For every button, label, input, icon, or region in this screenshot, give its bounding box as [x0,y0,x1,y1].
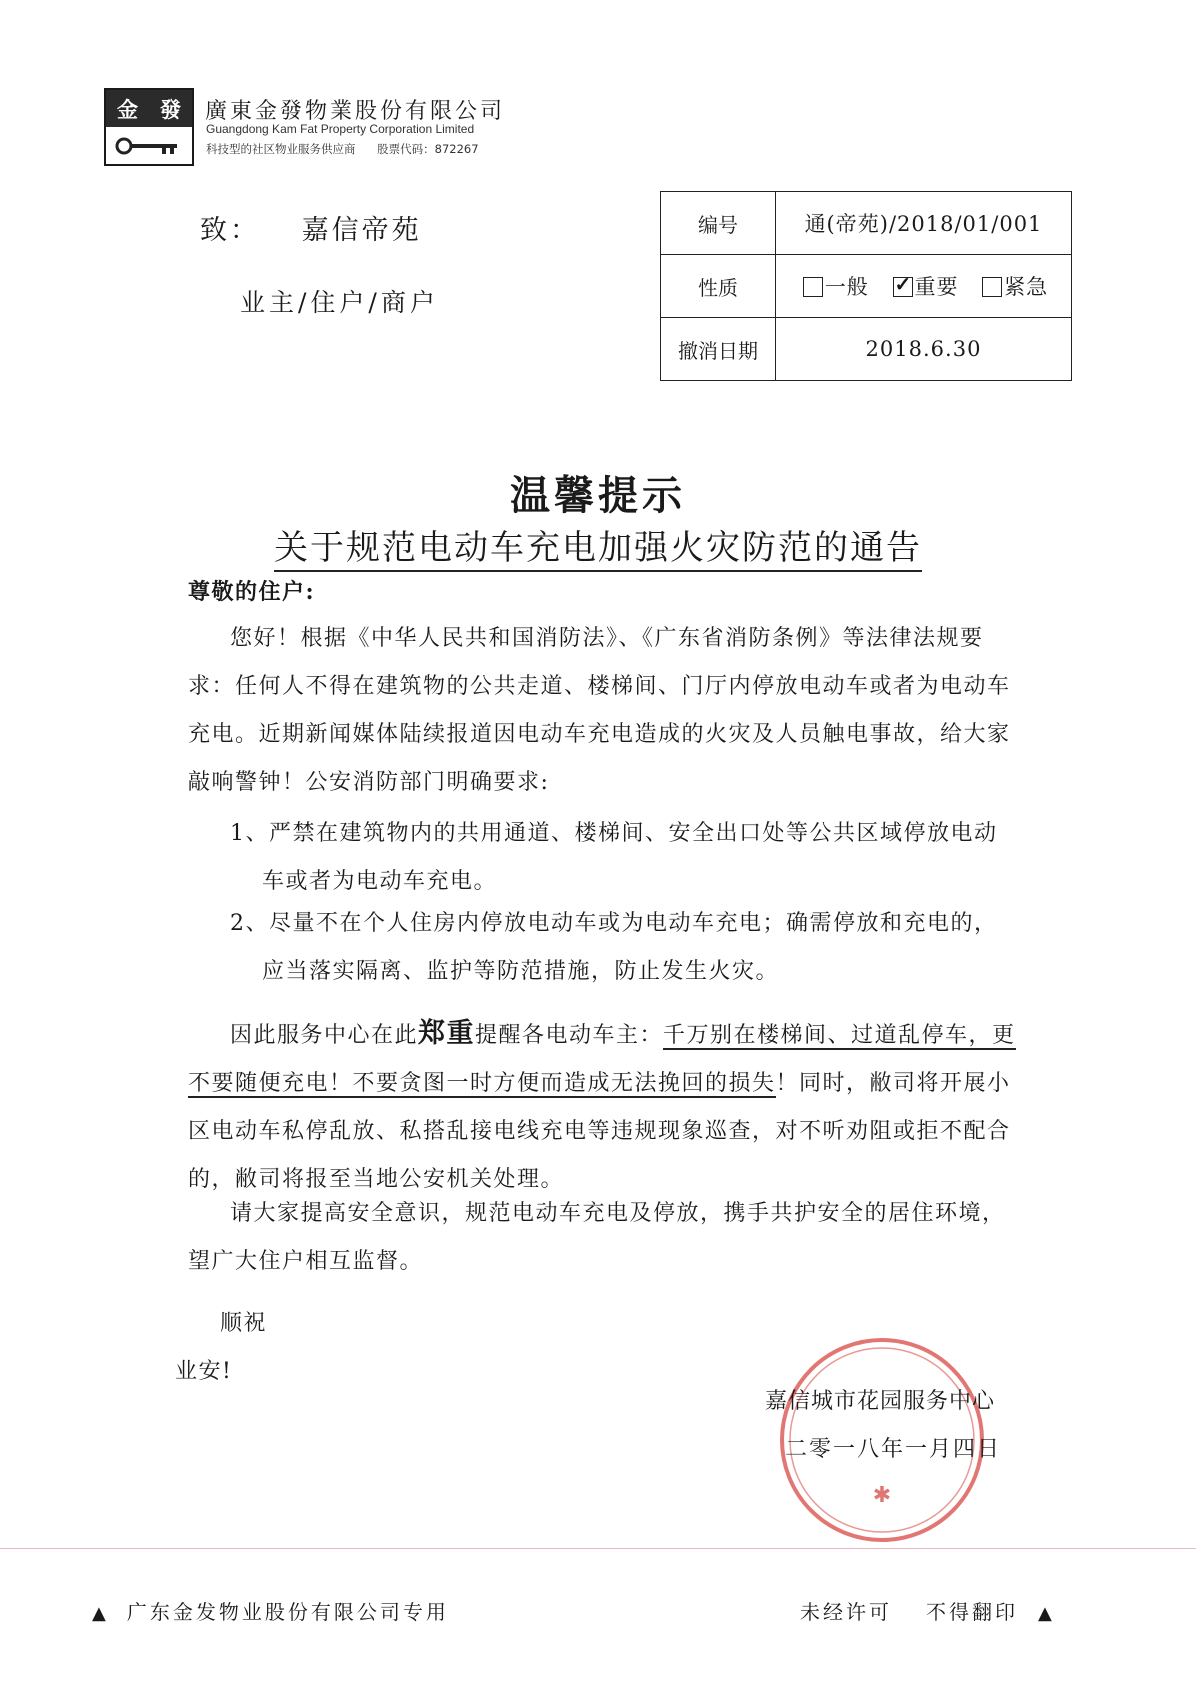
company-tagline-row [206,141,479,157]
checkbox-important [893,277,913,297]
number-label: 编号 [661,192,776,255]
footer-no-copy: 不得翻印 [926,1600,1018,1624]
recipient-line [200,208,422,247]
table-row [661,255,1072,318]
footer-left [92,1596,449,1625]
salutation: 尊敬的住户: [188,579,316,605]
footer-company-text: 广东金发物业股份有限公司专用 [126,1600,449,1624]
checkbox-urgent [982,277,1002,297]
recipient-name: 嘉信帝苑 [301,215,422,246]
triangle-icon: ▲ [92,1603,109,1624]
option-important-label: 重要 [914,275,959,299]
logo-char-1: 金 [117,96,138,122]
para2-underlined: 千万别在楼梯间、过道乱停车，更不要随便充电！不要贪图一时方便而造成无法挽回的损失 [188,1023,1016,1096]
revoke-date-label: 撤消日期 [661,318,776,381]
nature-label: 性质 [661,255,776,318]
stock-code: 股票代码：872267 [377,142,479,156]
company-name-cn: 廣東金發物業股份有限公司 [205,99,506,124]
notice-subtitle-wrap [0,520,1196,569]
triangle-icon: ▲ [1038,1603,1055,1624]
footer-right [800,1596,1055,1625]
signature-date: 二零一八年一月四日 [785,1437,1002,1462]
item-text-line2: 车或者为电动车充电。 [262,869,498,894]
footer-no-permission: 未经许可 [800,1600,892,1624]
company-name-en: Guangdong Kam Fat Property Corporation Limited [206,122,475,136]
company-logo [104,88,194,166]
item-text-line1: 严禁在建筑物内的共用通道、楼梯间、安全出口处等公共区域停放电动 [269,821,998,846]
closing-line-1: 顺祝 [220,1311,268,1336]
item-text-line1: 尽量不在个人住房内停放电动车或为电动车充电；确需停放和充电的， [269,911,998,936]
recipient-audience: 业主/住户/商户 [240,288,439,317]
notice-title: 温馨提示 [510,472,686,519]
notice-subtitle: 关于规范电动车充电加强火灾防范的通告 [274,528,922,572]
option-normal-label: 一般 [824,275,869,299]
key-icon [106,127,192,164]
item-number: 2、 [230,911,269,936]
para2-emphasis: 郑重 [418,1018,476,1049]
recipient-prefix: 致： [200,215,260,246]
option-urgent-label: 紧急 [1004,275,1049,299]
table-row [661,192,1072,255]
para2-mid: 提醒各电动车主： [475,1023,664,1048]
nature-options [776,255,1072,318]
company-tagline: 科技型的社区物业服务供应商 [206,142,356,156]
paragraph-3: 请大家提高安全意识，规范电动车充电及停放，携手共护安全的居住环境，望广大住户相互监督。 [188,1201,1006,1274]
footer-divider [0,1548,1196,1549]
para2-post: ！同时，敝司将开展小区电动车私停乱放、私搭乱接电线充电等违规现象巡查，对不听劝阻或拒不配合的，敝司将报至当地公安机关处理。 [188,1071,1011,1192]
list-item [230,810,1020,906]
paragraph-2 [188,1010,1018,1204]
para2-pre: 因此服务中心在此 [230,1023,419,1048]
notice-info-table [660,191,1072,381]
logo-char-2: 發 [160,96,181,122]
revoke-date-value: 2018.6.30 [776,318,1072,381]
signature-organization: 嘉信城市花园服务中心 [765,1389,996,1414]
number-value: 通(帝苑)/2018/01/001 [776,192,1072,255]
checkbox-normal [803,277,823,297]
table-row [661,318,1072,381]
item-number: 1、 [230,821,269,846]
svg-text:✱: ✱ [872,1483,892,1508]
closing-line-2: 业安! [175,1359,233,1384]
paragraph-1: 您好！根据《中华人民共和国消防法》、《广东省消防条例》等法律法规要求：任何人不得在建筑物的公共走道、楼梯间、门厅内停放电动车或者为电动车充电。近期新闻媒体陆续报道因电动车充电造成的火灾及人员触电事故，给大家敲响警钟！公安消防部门明确要求: [188,626,1011,795]
item-text-line2: 应当落实隔离、监护等防范措施，防止发生火灾。 [262,959,780,984]
list-item [230,900,1020,996]
